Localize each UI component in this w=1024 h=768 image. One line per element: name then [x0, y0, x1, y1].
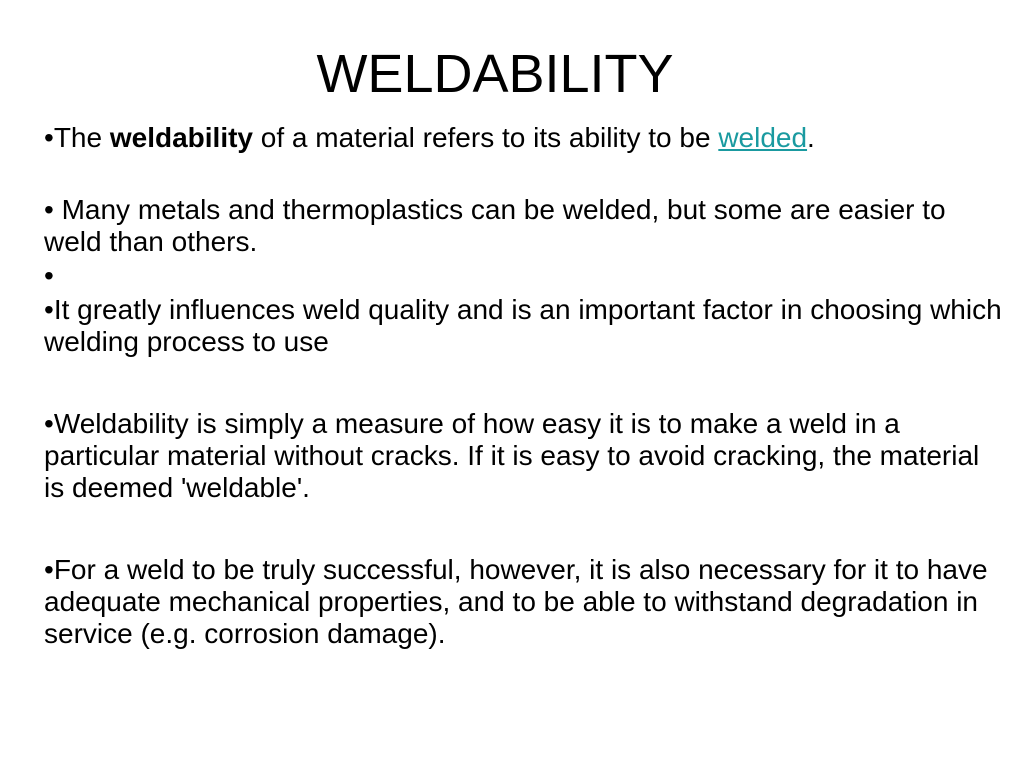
bullet-marker: •	[44, 194, 54, 225]
bullet-text: It greatly influences weld quality and is an important factor in choosing which welding process to use	[44, 294, 1002, 357]
bullet-empty	[44, 260, 1004, 292]
bullet-text: Many metals and thermoplastics can be welded, but some are easier to weld than others.	[44, 194, 946, 257]
bullet-metals	[44, 194, 1004, 258]
bullet-marker: •	[44, 122, 54, 153]
bullet-text: .	[807, 122, 815, 153]
bullet-marker: •	[44, 554, 54, 585]
bold-term: weldability	[109, 122, 253, 153]
welded-link[interactable]: welded	[718, 122, 808, 153]
bullet-text: Weldability is simply a measure of how easy it is to make a weld in a particular material without cracks. If it is easy to avoid cracking, the material is deemed 'weldable'.	[44, 408, 980, 503]
bullet-text: of a material refers to its ability to be	[253, 122, 719, 153]
bullet-marker: •	[44, 408, 54, 439]
bullet-text: For a weld to be truly successful, however, it is also necessary for it to have adequate mechanical properties, and to be able to withstand degradation in service (e.g. corrosion damage).	[44, 554, 988, 649]
bullet-marker: •	[44, 260, 54, 291]
bullet-marker: •	[44, 294, 54, 325]
slide-title: WELDABILITY	[316, 44, 674, 104]
bullet-measure	[44, 408, 1004, 504]
bullet-success	[44, 554, 1004, 650]
bullet-text: The	[53, 122, 110, 153]
bullet-definition	[44, 122, 1004, 154]
bullet-quality	[44, 294, 1004, 358]
bullet-list	[44, 122, 1004, 650]
